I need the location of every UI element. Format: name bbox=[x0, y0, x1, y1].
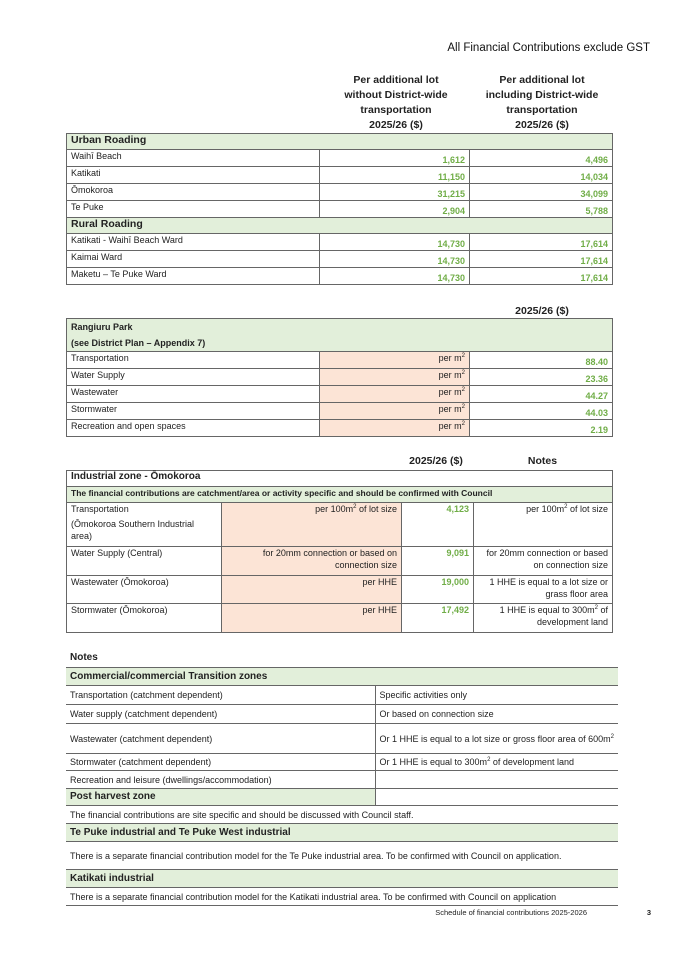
note-sup: 2 bbox=[487, 757, 491, 763]
table-row bbox=[67, 184, 613, 201]
row-name: Ōmokoroa bbox=[67, 184, 320, 201]
industrial-year-header: 2025/26 ($) bbox=[409, 455, 463, 467]
value-without: 14,730 bbox=[320, 268, 470, 285]
value-with: 34,099 bbox=[470, 184, 613, 201]
value: 19,000 bbox=[402, 576, 474, 604]
value: 9,091 bbox=[402, 547, 474, 576]
row-name: Katikati bbox=[67, 167, 320, 184]
row-name: Water Supply (Central) bbox=[67, 547, 222, 576]
rangiuru-title-line2: (see District Plan – Appendix 7) bbox=[71, 338, 206, 348]
unit-cell bbox=[320, 420, 470, 437]
note-text-tail: of development land bbox=[536, 605, 609, 627]
unit-cell: per HHE bbox=[222, 604, 402, 633]
col-header-line: including District-wide bbox=[485, 89, 599, 101]
roading-table bbox=[66, 133, 613, 285]
table-row bbox=[67, 201, 613, 218]
row-name: Wastewater bbox=[67, 386, 320, 403]
table-row bbox=[67, 369, 613, 386]
table-row bbox=[67, 547, 613, 576]
table-row bbox=[67, 386, 613, 403]
note-sup: 2 bbox=[564, 504, 568, 510]
unit-text-tail: of lot size bbox=[356, 504, 397, 514]
post-harvest-empty bbox=[375, 789, 618, 806]
katikati-text: There is a separate financial contribution model for the Katikati industrial area. To be confirmed with Council on application bbox=[66, 888, 618, 906]
unit-cell bbox=[222, 503, 402, 547]
page-number: 3 bbox=[646, 908, 651, 917]
col-header-without bbox=[322, 73, 470, 133]
value: 88.40 bbox=[470, 352, 613, 369]
note-cell: for 20mm connection or based on connection size bbox=[474, 547, 613, 576]
table-row bbox=[66, 754, 618, 771]
rangiuru-title bbox=[67, 319, 613, 352]
table-row bbox=[66, 686, 618, 705]
note-left: Wastewater (catchment dependent) bbox=[66, 724, 375, 754]
value: 44.27 bbox=[470, 386, 613, 403]
row-name: Recreation and open spaces bbox=[67, 420, 320, 437]
row-name: Kaimai Ward bbox=[67, 251, 320, 268]
note-right-tail: of development land bbox=[490, 757, 574, 767]
table-row bbox=[67, 420, 613, 437]
unit-text: per m bbox=[438, 370, 462, 380]
col-header-with bbox=[468, 73, 616, 133]
unit-sup: 2 bbox=[461, 370, 465, 376]
unit-sup: 2 bbox=[461, 387, 465, 393]
value-without: 11,150 bbox=[320, 167, 470, 184]
rangiuru-title-line1: Rangiuru Park bbox=[71, 322, 133, 332]
note-right bbox=[375, 724, 618, 754]
rangiuru-year-header: 2025/26 ($) bbox=[515, 305, 569, 317]
tepuke-text: There is a separate financial contribution model for the Te Puke industrial area. To be confirmed with Council on application. bbox=[66, 842, 618, 870]
unit-cell bbox=[320, 403, 470, 420]
note-cell: 1 HHE is equal to a lot size or grass floor area bbox=[474, 576, 613, 604]
transport-sub: (Ōmokoroa Southern Industrial area) bbox=[71, 519, 195, 541]
table-row bbox=[67, 576, 613, 604]
table-row bbox=[67, 251, 613, 268]
note-text: 1 HHE is equal to 300m bbox=[499, 605, 595, 615]
note-right-text: Or 1 HHE is equal to 300m bbox=[379, 757, 488, 767]
row-name bbox=[67, 503, 222, 547]
notes-title: Notes bbox=[70, 652, 98, 663]
row-name: Water Supply bbox=[67, 369, 320, 386]
table-row bbox=[67, 604, 613, 633]
row-name: Transportation bbox=[67, 352, 320, 369]
value: 44.03 bbox=[470, 403, 613, 420]
note-left: Transportation (catchment dependent) bbox=[66, 686, 375, 705]
row-name: Waihī Beach bbox=[67, 150, 320, 167]
unit-text: per 100m bbox=[315, 504, 354, 514]
row-name: Te Puke bbox=[67, 201, 320, 218]
table-row bbox=[67, 234, 613, 251]
unit-sup: 2 bbox=[353, 504, 357, 510]
note-text: per 100m bbox=[526, 504, 565, 514]
table-row bbox=[67, 268, 613, 285]
col-header-line: 2025/26 ($) bbox=[515, 119, 569, 131]
row-name: Maketu – Te Puke Ward bbox=[67, 268, 320, 285]
value-with: 17,614 bbox=[470, 234, 613, 251]
row-name: Wastewater (Ōmokoroa) bbox=[67, 576, 222, 604]
footer-doc-title: Schedule of financial contributions 2025-2026 bbox=[435, 908, 587, 917]
value-with: 17,614 bbox=[470, 268, 613, 285]
note-right bbox=[375, 771, 618, 789]
value-with: 4,496 bbox=[470, 150, 613, 167]
industrial-subtitle: The financial contributions are catchment/area or activity specific and should be confirmed with Council bbox=[67, 487, 613, 503]
industrial-title: Industrial zone - Ōmokoroa bbox=[67, 471, 613, 487]
tepuke-title: Te Puke industrial and Te Puke West industrial bbox=[66, 824, 618, 842]
value-without: 31,215 bbox=[320, 184, 470, 201]
row-name: Katikati - Waihī Beach Ward bbox=[67, 234, 320, 251]
rangiuru-table bbox=[66, 318, 613, 437]
value-with: 14,034 bbox=[470, 167, 613, 184]
value-with: 17,614 bbox=[470, 251, 613, 268]
value-without: 1,612 bbox=[320, 150, 470, 167]
katikati-title: Katikati industrial bbox=[66, 870, 618, 888]
col-header-line: Per additional lot bbox=[499, 74, 585, 86]
unit-text: per m bbox=[438, 421, 462, 431]
unit-text: per m bbox=[438, 387, 462, 397]
value: 17,492 bbox=[402, 604, 474, 633]
col-header-line: without District-wide bbox=[344, 89, 448, 101]
note-right: Or based on connection size bbox=[375, 705, 618, 724]
value-with: 5,788 bbox=[470, 201, 613, 218]
table-row bbox=[67, 503, 613, 547]
table-row bbox=[67, 167, 613, 184]
urban-roading-title: Urban Roading bbox=[67, 134, 613, 150]
table-row bbox=[67, 403, 613, 420]
note-cell bbox=[474, 604, 613, 633]
note-text-tail: of lot size bbox=[567, 504, 609, 514]
unit-cell bbox=[320, 369, 470, 386]
note-left: Stormwater (catchment dependent) bbox=[66, 754, 375, 771]
post-harvest-title: Post harvest zone bbox=[66, 789, 375, 806]
rural-roading-title: Rural Roading bbox=[67, 218, 613, 234]
note-left: Water supply (catchment dependent) bbox=[66, 705, 375, 724]
unit-sup: 2 bbox=[461, 421, 465, 427]
value-without: 14,730 bbox=[320, 251, 470, 268]
value: 23.36 bbox=[470, 369, 613, 386]
transport-name: Transportation bbox=[71, 504, 129, 514]
unit-text: per m bbox=[438, 404, 462, 414]
note-sup: 2 bbox=[610, 733, 614, 740]
col-header-line: Per additional lot bbox=[353, 74, 439, 86]
table-row bbox=[66, 771, 618, 789]
table-row bbox=[66, 705, 618, 724]
unit-cell: per HHE bbox=[222, 576, 402, 604]
industrial-table bbox=[66, 470, 613, 633]
post-harvest-text: The financial contributions are site specific and should be discussed with Council staff. bbox=[66, 806, 618, 824]
unit-text: per m bbox=[438, 353, 462, 363]
table-row bbox=[67, 150, 613, 167]
table-row bbox=[66, 724, 618, 754]
value-without: 2,904 bbox=[320, 201, 470, 218]
row-name: Stormwater bbox=[67, 403, 320, 420]
col-header-line: transportation bbox=[506, 104, 578, 116]
col-header-line: 2025/26 ($) bbox=[369, 119, 423, 131]
notes-table bbox=[66, 667, 618, 906]
value: 2.19 bbox=[470, 420, 613, 437]
unit-cell bbox=[320, 386, 470, 403]
unit-cell bbox=[320, 352, 470, 369]
row-name: Stormwater (Ōmokoroa) bbox=[67, 604, 222, 633]
unit-sup: 2 bbox=[461, 404, 465, 410]
note-sup: 2 bbox=[594, 605, 599, 611]
gst-note: All Financial Contributions exclude GST bbox=[447, 42, 650, 54]
col-header-line: transportation bbox=[360, 104, 432, 116]
value: 4,123 bbox=[402, 503, 474, 547]
note-right bbox=[375, 754, 618, 771]
table-row bbox=[67, 352, 613, 369]
note-right-text: Or 1 HHE is equal to a lot size or gross floor area of 600m bbox=[379, 733, 611, 744]
unit-sup: 2 bbox=[461, 353, 465, 359]
industrial-notes-header: Notes bbox=[527, 455, 558, 467]
note-cell bbox=[474, 503, 613, 547]
unit-cell: for 20mm connection or based on connection size bbox=[222, 547, 402, 576]
note-left: Recreation and leisure (dwellings/accommodation) bbox=[66, 771, 375, 789]
commercial-title: Commercial/commercial Transition zones bbox=[66, 668, 618, 686]
value-without: 14,730 bbox=[320, 234, 470, 251]
note-right: Specific activities only bbox=[375, 686, 618, 705]
